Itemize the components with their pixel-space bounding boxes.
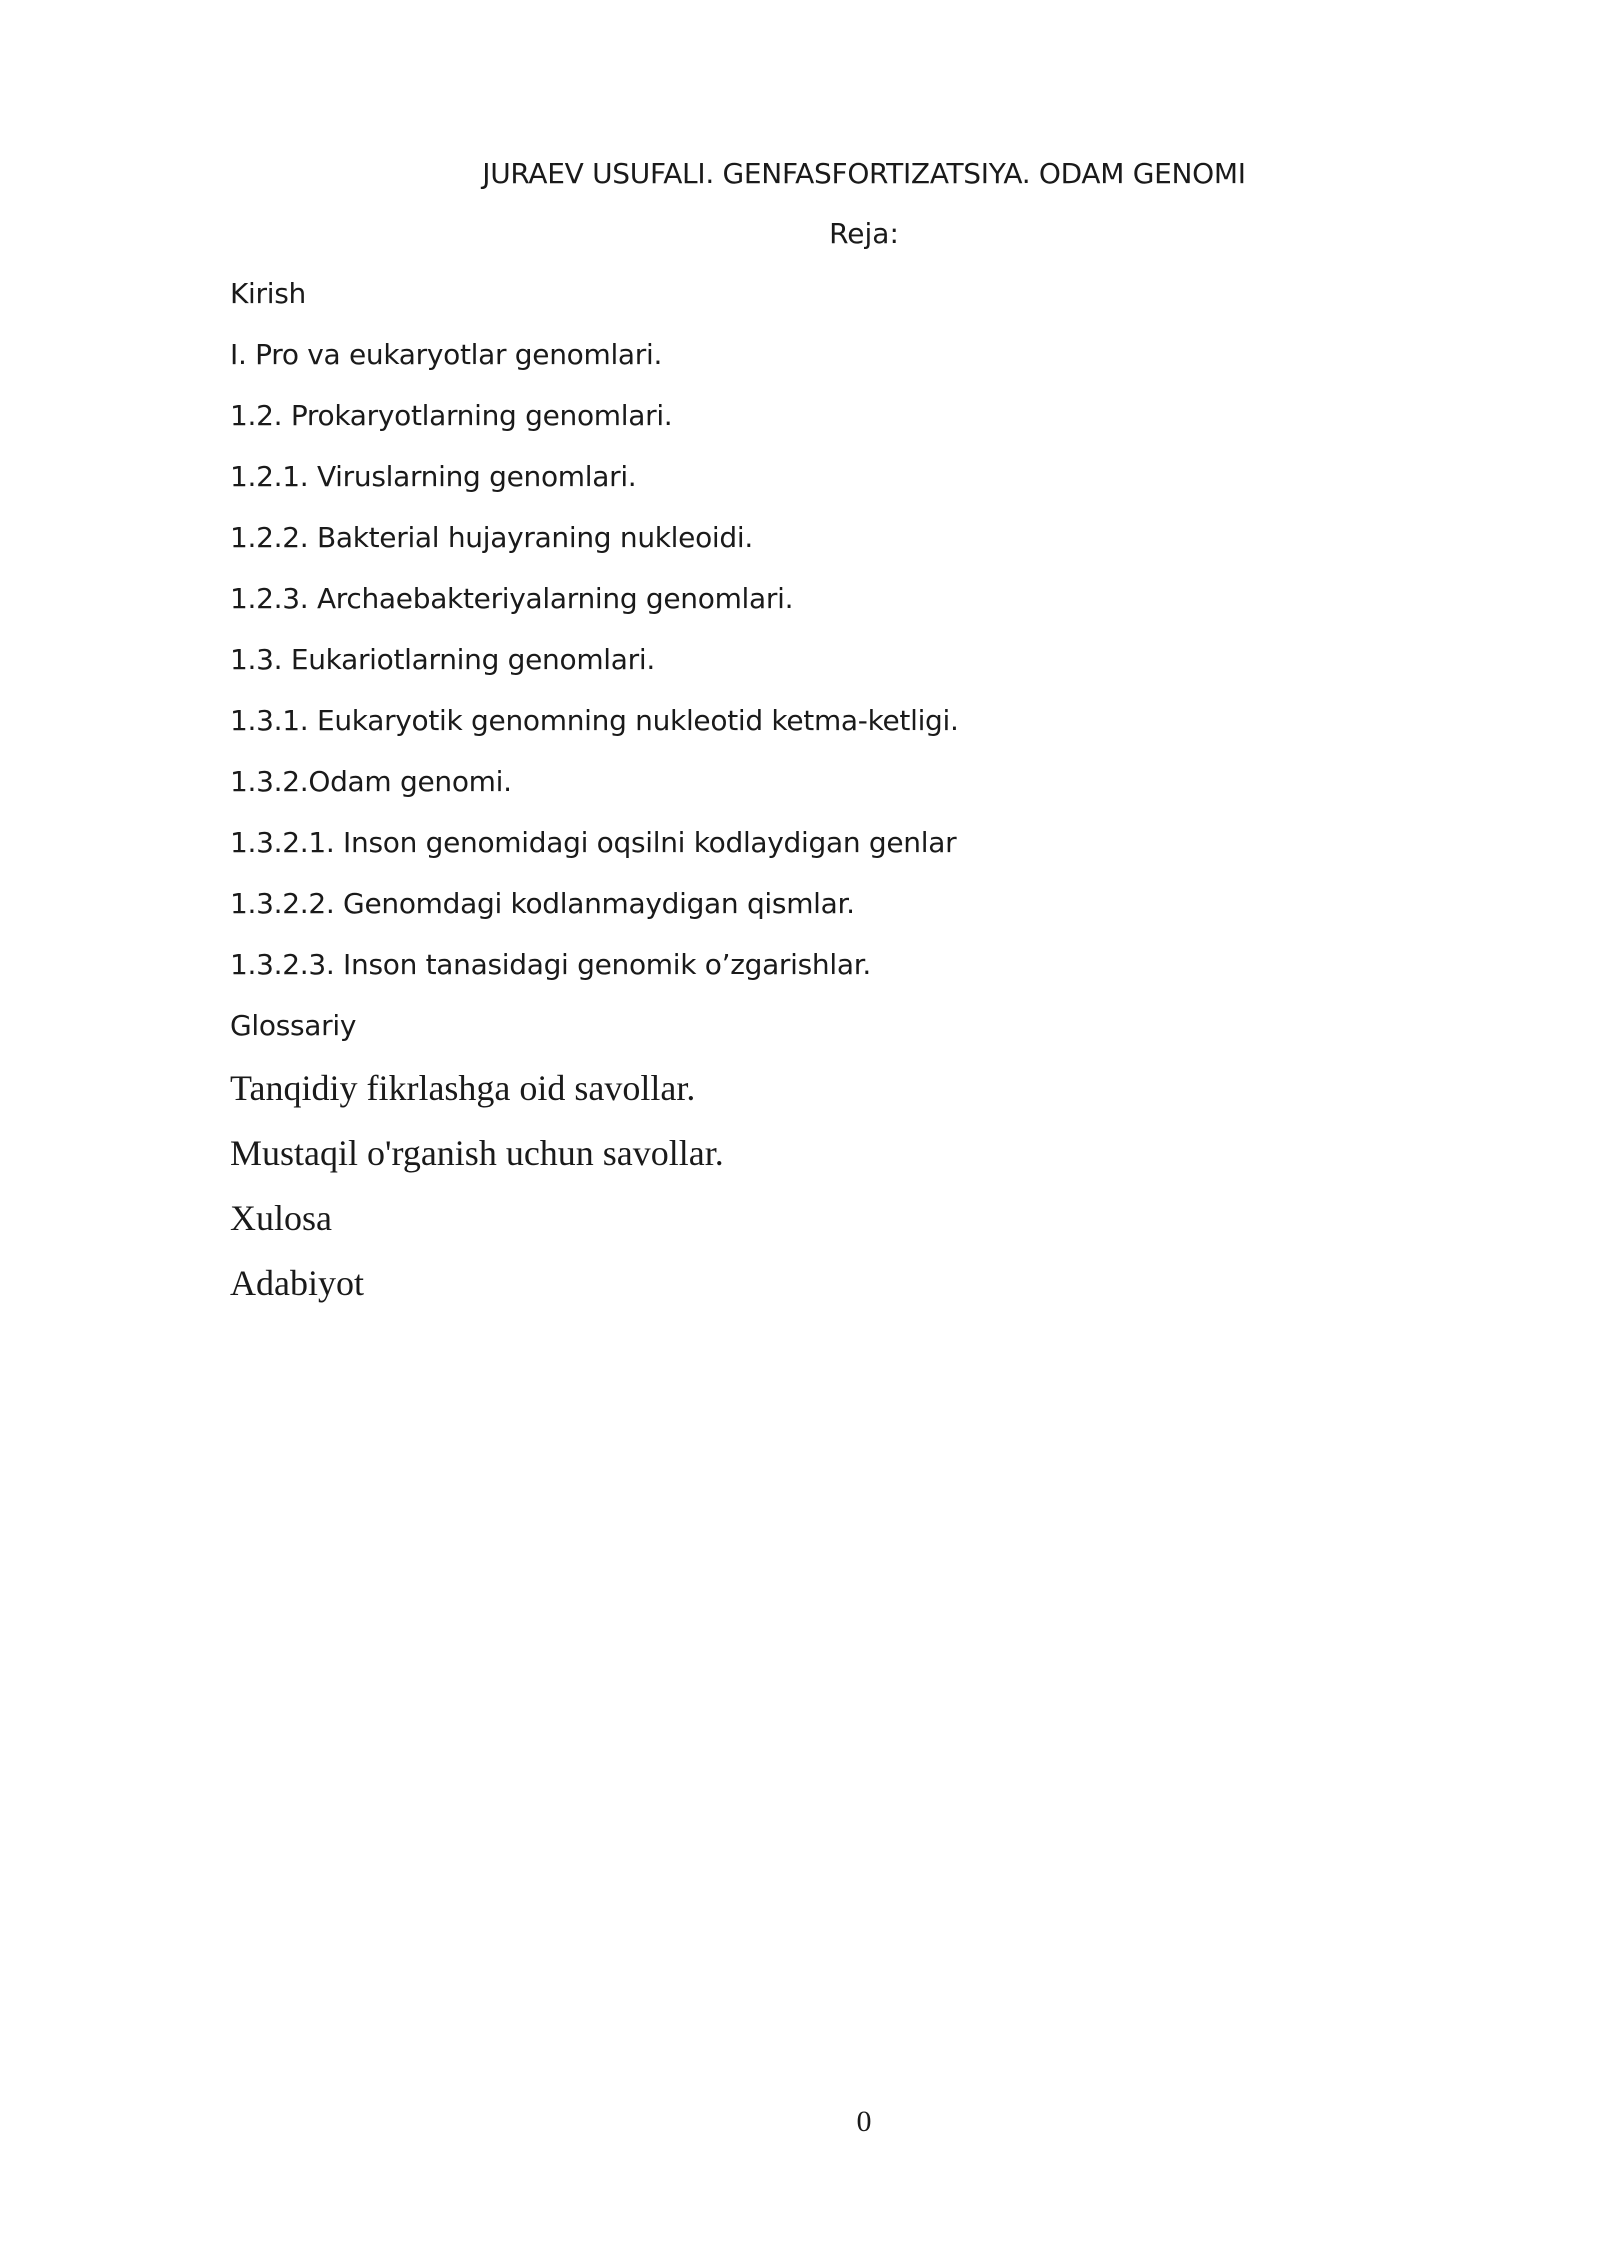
toc-item: 1.3.2.Odam genomi. [230,765,512,798]
toc-item: 1.3.2.1. Inson genomidagi oqsilni kodlaydigan genlar [230,826,957,859]
toc-item: 1.3. Eukariotlarning genomlari. [230,643,655,676]
toc-item: 1.3.2.2. Genomdagi kodlanmaydigan qismlar. [230,887,855,920]
page-number: 0 [856,2105,872,2138]
toc-item: 1.3.2.3. Inson tanasidagi genomik o’zgarishlar. [230,948,871,981]
toc-item: 1.2.3. Archaebakteriyalarning genomlari. [230,582,794,615]
toc-item: Mustaqil o'rganish uchun savollar. [230,1133,724,1173]
toc-item: Tanqidiy fikrlashga oid savollar. [230,1068,696,1108]
toc-item: I. Pro va eukaryotlar genomlari. [230,338,663,371]
toc-item: Kirish [230,277,306,310]
table-of-contents-end [230,1064,724,1324]
toc-item: Xulosa [230,1198,332,1238]
document-title: JURAEV USUFALI. GENFASFORTIZATSIYA. ODAM GENOMI [482,157,1246,190]
plan-heading: Reja: [829,217,899,250]
toc-item: Adabiyot [230,1263,364,1303]
toc-item: Glossariy [230,1009,357,1042]
toc-item: 1.2.1. Viruslarning genomlari. [230,460,637,493]
toc-item: 1.3.1. Eukaryotik genomning nukleotid ketma-ketligi. [230,704,959,737]
toc-item: 1.2. Prokaryotlarning genomlari. [230,399,673,432]
table-of-contents [230,275,959,1068]
toc-item: 1.2.2. Bakterial hujayraning nukleoidi. [230,521,753,554]
